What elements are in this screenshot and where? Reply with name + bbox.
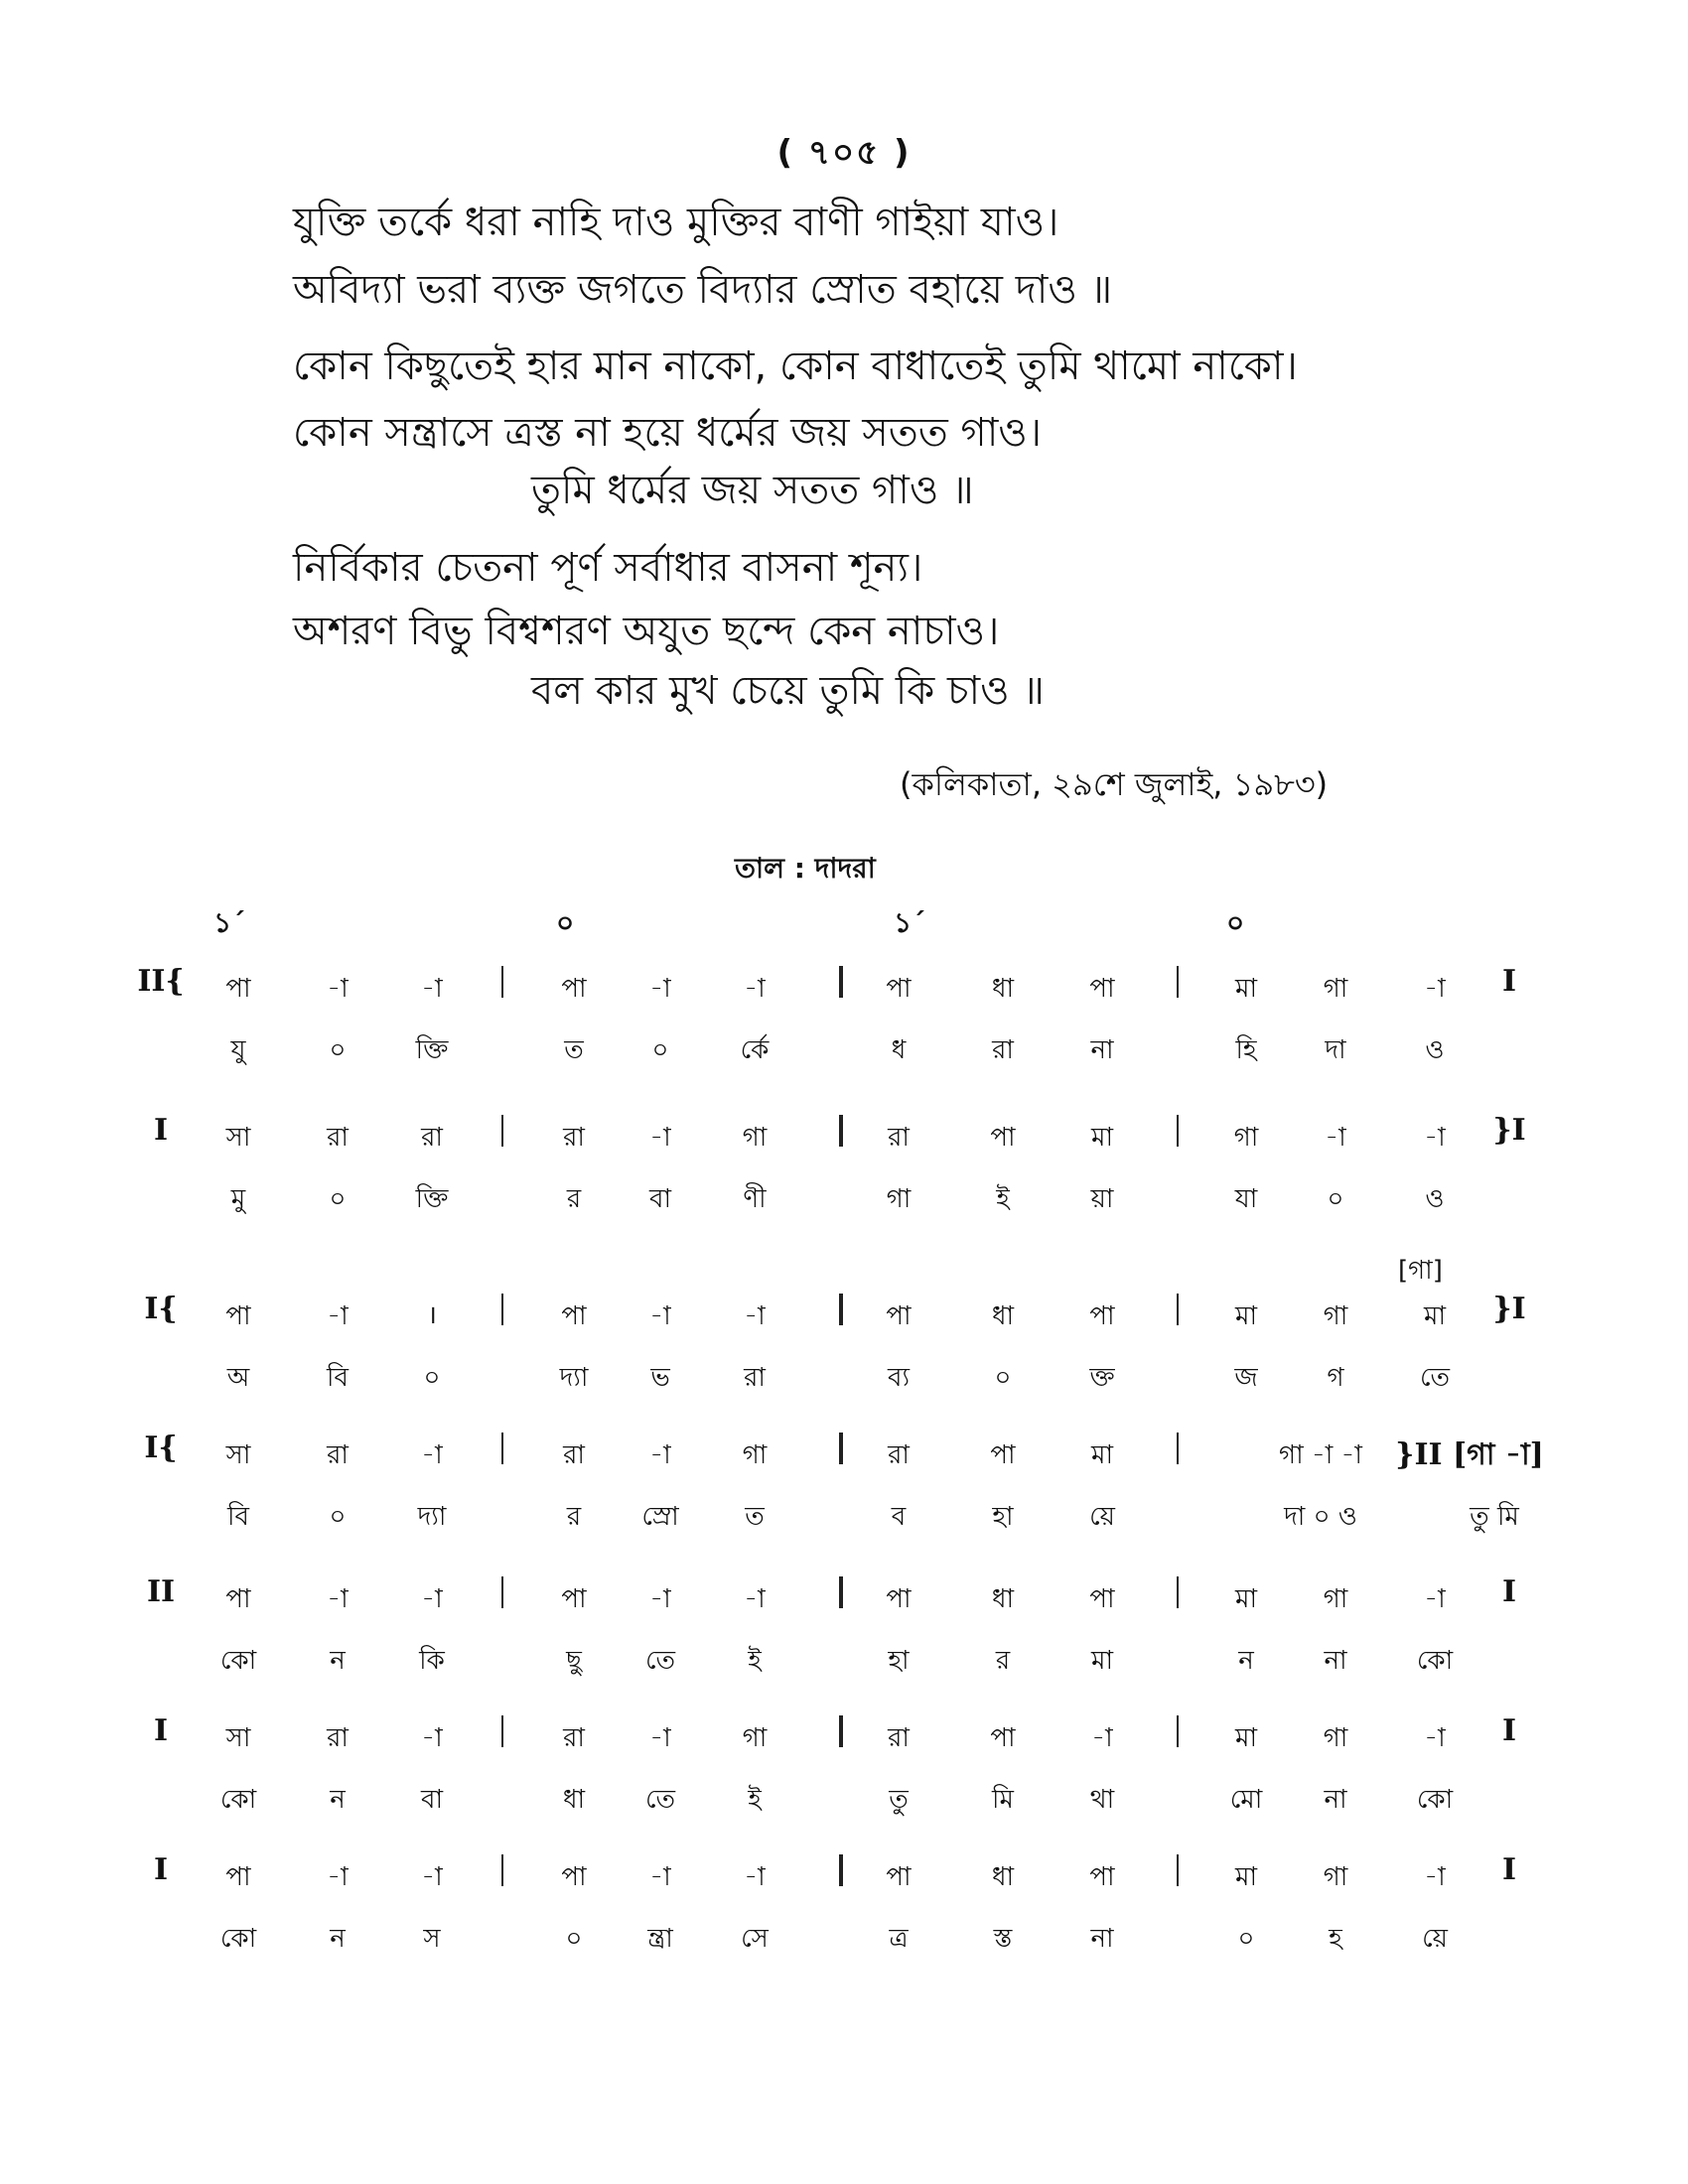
lyric-syllable: ন্ত্রা xyxy=(647,1924,673,1954)
swara-note: মা xyxy=(1091,1123,1113,1153)
beat-mark: ০ xyxy=(556,906,575,939)
lyric-syllable: ছু xyxy=(566,1646,582,1676)
swara-note: -া xyxy=(1424,1584,1446,1614)
alternate-note: [গা] xyxy=(1398,1256,1443,1286)
lyric-syllable: ই xyxy=(748,1646,762,1676)
lyric-syllable: দা ০ ও xyxy=(1284,1502,1357,1532)
major-barline xyxy=(839,1576,843,1608)
row-end-mark: I xyxy=(1501,964,1517,999)
row-end-mark: }II [গা -া] xyxy=(1395,1437,1544,1472)
lyric-syllable: য়া xyxy=(1090,1184,1114,1214)
lyric-syllable: মু xyxy=(230,1184,246,1214)
beat-mark: ১´ xyxy=(894,906,926,939)
swara-note: গা xyxy=(1233,1123,1259,1153)
lyric-line: অবিদ্যা ভরা ব্যক্ত জগতে বিদ্যার স্রোত বহায়ে দাও ॥ xyxy=(293,267,1113,313)
swara-note: পা xyxy=(225,974,251,1004)
lyric-syllable: তে xyxy=(644,1646,676,1676)
lyric-syllable: থা xyxy=(1089,1785,1115,1815)
row-end-mark: }I xyxy=(1492,1113,1526,1148)
barline xyxy=(1177,1433,1179,1464)
lyric-syllable: যু xyxy=(230,1035,246,1065)
swara-note: -া xyxy=(421,974,443,1004)
lyric-syllable: কো xyxy=(1416,1646,1454,1676)
lyric-line: কোন সন্ত্রাসে ত্রস্ত না হয়ে ধর্মের জয় সতত গাও। xyxy=(293,410,1043,456)
lyric-syllable: বি xyxy=(327,1363,349,1393)
barline xyxy=(1177,1576,1179,1608)
swara-note: -া xyxy=(649,974,671,1004)
swara-note: ধা xyxy=(991,974,1015,1004)
beat-mark: ১´ xyxy=(213,906,246,939)
swara-note: । xyxy=(427,1300,437,1330)
swara-note: মা xyxy=(1235,1862,1257,1892)
lyric-syllable: তু মি xyxy=(1470,1502,1519,1532)
swara-note: গা xyxy=(1323,1862,1348,1892)
lyric-syllable: র xyxy=(566,1502,582,1532)
lyric-syllable: মি xyxy=(992,1785,1014,1815)
row-start-mark: I xyxy=(153,1713,169,1748)
row-end-mark: I xyxy=(1501,1713,1517,1748)
swara-note: -া xyxy=(421,1723,443,1753)
swara-note: পা xyxy=(225,1584,251,1614)
lyric-syllable: রা xyxy=(992,1035,1014,1065)
lyric-syllable: য়ে xyxy=(1422,1924,1448,1954)
lyric-syllable: ০ xyxy=(1237,1924,1255,1954)
lyric-syllable: ণী xyxy=(743,1184,767,1214)
swara-note: মা xyxy=(1091,1440,1113,1470)
lyric-syllable: র xyxy=(995,1646,1011,1676)
lyric-syllable: ০ xyxy=(651,1035,669,1065)
swara-note: -া xyxy=(327,1862,349,1892)
swara-note: -া xyxy=(649,1440,671,1470)
lyric-syllable: কো xyxy=(219,1785,257,1815)
lyric-syllable: ও xyxy=(1425,1184,1445,1214)
swara-note: -া xyxy=(744,1301,766,1331)
row-start-mark: I{ xyxy=(144,1292,178,1326)
barline xyxy=(1177,1854,1179,1886)
lyric-syllable: ভ xyxy=(650,1363,670,1393)
swara-note: -া xyxy=(649,1723,671,1753)
lyric-syllable: তে xyxy=(644,1785,676,1815)
lyric-syllable: তে xyxy=(1419,1363,1451,1393)
lyric-syllable: জ xyxy=(1234,1363,1258,1393)
lyric-syllable: কো xyxy=(219,1646,257,1676)
lyric-line: নির্বিকার চেতনা পূর্ণ সর্বাধার বাসনা শূন্য। xyxy=(293,545,923,591)
lyric-syllable: দ্যা xyxy=(559,1363,589,1393)
swara-note: পা xyxy=(886,1862,912,1892)
swara-note: রা xyxy=(888,1723,910,1753)
lyric-syllable: ও xyxy=(1425,1035,1445,1065)
lyric-syllable: ০ xyxy=(329,1035,347,1065)
barline xyxy=(1177,1115,1179,1147)
major-barline xyxy=(839,1433,843,1464)
lyric-syllable: বি xyxy=(227,1502,249,1532)
major-barline xyxy=(839,1715,843,1747)
row-end-mark: I xyxy=(1501,1852,1517,1887)
swara-note: পা xyxy=(561,974,587,1004)
lyric-syllable: ন xyxy=(330,1646,346,1676)
swara-note: গা xyxy=(1323,974,1348,1004)
swara-note: গা xyxy=(1323,1723,1348,1753)
barline xyxy=(1177,1294,1179,1325)
lyric-syllable: বা xyxy=(420,1785,444,1815)
page-number: ( ৭০৫ ) xyxy=(776,133,912,173)
lyric-syllable: না xyxy=(1324,1646,1347,1676)
lyric-line: বল কার মুখ চেয়ে তুমি কি চাও ॥ xyxy=(531,668,1045,714)
lyric-syllable: বা xyxy=(648,1184,672,1214)
lyric-line: যুক্তি তর্কে ধরা নাহি দাও মুক্তির বাণী গাইয়া যাও। xyxy=(293,200,1059,245)
lyric-syllable: না xyxy=(1324,1785,1347,1815)
lyric-syllable: অ xyxy=(226,1363,250,1393)
swara-note: গা xyxy=(742,1440,768,1470)
swara-note: -া xyxy=(1424,1862,1446,1892)
major-barline xyxy=(839,966,843,998)
lyric-syllable: ০ xyxy=(565,1924,583,1954)
lyric-syllable: যা xyxy=(1234,1184,1258,1214)
swara-note: -া xyxy=(327,1584,349,1614)
lyric-syllable: গা xyxy=(886,1184,912,1214)
swara-note: মা xyxy=(1235,1723,1257,1753)
lyric-syllable: হা xyxy=(888,1646,910,1676)
lyric-syllable: ০ xyxy=(1327,1184,1344,1214)
swara-note: রা xyxy=(888,1123,910,1153)
barline xyxy=(501,966,503,998)
lyric-syllable: হা xyxy=(992,1502,1014,1532)
swara-note: -া xyxy=(1091,1723,1113,1753)
lyric-syllable: সে xyxy=(741,1924,769,1954)
swara-note: ধা xyxy=(991,1584,1015,1614)
swara-note: পা xyxy=(561,1584,587,1614)
swara-note: -া xyxy=(649,1123,671,1153)
lyric-syllable: না xyxy=(1090,1924,1114,1954)
swara-note: -া xyxy=(1424,974,1446,1004)
swara-note: -া xyxy=(327,1301,349,1331)
beat-mark: ০ xyxy=(1226,906,1245,939)
swara-note: গা -া -া xyxy=(1279,1440,1362,1470)
barline xyxy=(501,1433,503,1464)
lyric-syllable: হ xyxy=(1329,1924,1342,1954)
lyric-syllable: ত xyxy=(745,1502,765,1532)
lyric-syllable: মা xyxy=(1091,1646,1113,1676)
swara-note: পা xyxy=(886,1584,912,1614)
lyric-syllable: র xyxy=(566,1184,582,1214)
swara-note: রা xyxy=(327,1440,349,1470)
swara-note: রা xyxy=(327,1123,349,1153)
barline xyxy=(501,1115,503,1147)
swara-note: মা xyxy=(1424,1301,1446,1331)
lyric-syllable: ক্তি xyxy=(415,1184,449,1214)
major-barline xyxy=(839,1854,843,1886)
swara-note: গা xyxy=(742,1723,768,1753)
row-start-mark: I{ xyxy=(144,1431,178,1465)
swara-note: পা xyxy=(990,1440,1016,1470)
lyric-syllable: মো xyxy=(1229,1785,1263,1815)
barline xyxy=(501,1715,503,1747)
lyric-syllable: ধ xyxy=(891,1035,907,1065)
swara-note: -া xyxy=(744,974,766,1004)
tal-heading: তাল : দাদরা xyxy=(735,852,876,885)
lyric-syllable: ত্র xyxy=(889,1924,909,1954)
swara-note: পা xyxy=(886,1301,912,1331)
swara-note: মা xyxy=(1235,1301,1257,1331)
swara-note: রা xyxy=(888,1440,910,1470)
lyric-syllable: ন xyxy=(330,1924,346,1954)
major-barline xyxy=(839,1294,843,1325)
lyric-syllable: স xyxy=(423,1924,441,1954)
swara-note: -া xyxy=(744,1862,766,1892)
lyric-syllable: য়ে xyxy=(1089,1502,1115,1532)
swara-note: মা xyxy=(1235,974,1257,1004)
lyric-syllable: কো xyxy=(219,1924,257,1954)
lyric-syllable: ব্য xyxy=(887,1363,911,1393)
lyric-syllable: গ xyxy=(1327,1363,1344,1393)
swara-note: -া xyxy=(649,1862,671,1892)
swara-note: মা xyxy=(1235,1584,1257,1614)
swara-note: পা xyxy=(1089,1862,1115,1892)
swara-note: -া xyxy=(649,1584,671,1614)
swara-note: রা xyxy=(327,1723,349,1753)
barline xyxy=(1177,966,1179,998)
lyric-line: অশরণ বিভু বিশ্বশরণ অযুত ছন্দে কেন নাচাও। xyxy=(293,609,1000,654)
lyric-syllable: ই xyxy=(996,1184,1010,1214)
swara-note: -া xyxy=(1424,1723,1446,1753)
swara-note: -া xyxy=(421,1862,443,1892)
swara-note: গা xyxy=(742,1123,768,1153)
lyric-syllable: তু xyxy=(889,1785,909,1815)
swara-note: পা xyxy=(225,1862,251,1892)
swara-note: পা xyxy=(1089,974,1115,1004)
lyric-syllable: হি xyxy=(1235,1035,1257,1065)
lyric-syllable: র্কে xyxy=(740,1035,770,1065)
swara-note: সা xyxy=(225,1723,251,1753)
swara-note: ধা xyxy=(991,1862,1015,1892)
swara-note: -া xyxy=(1325,1123,1346,1153)
row-start-mark: II xyxy=(146,1574,176,1609)
lyric-syllable: ন xyxy=(1238,1646,1254,1676)
swara-note: গা xyxy=(1323,1301,1348,1331)
lyric-syllable: কি xyxy=(419,1646,445,1676)
swara-note: পা xyxy=(225,1301,251,1331)
barline xyxy=(501,1294,503,1325)
lyric-syllable: ০ xyxy=(329,1184,347,1214)
major-barline xyxy=(839,1115,843,1147)
lyric-syllable: দা xyxy=(1325,1035,1346,1065)
lyric-syllable: ই xyxy=(748,1785,762,1815)
swara-note: -া xyxy=(421,1440,443,1470)
lyric-syllable: ব xyxy=(891,1502,907,1532)
lyric-syllable: দ্যা xyxy=(417,1502,447,1532)
lyric-line: তুমি ধর্মের জয় সতত গাও ॥ xyxy=(531,468,974,513)
lyric-syllable: স্রো xyxy=(641,1502,679,1532)
swara-note: পা xyxy=(561,1301,587,1331)
swara-note: রা xyxy=(563,1440,585,1470)
row-start-mark: I xyxy=(153,1852,169,1887)
swara-note: রা xyxy=(421,1123,443,1153)
swara-note: -া xyxy=(327,974,349,1004)
barline xyxy=(501,1576,503,1608)
barline xyxy=(1177,1715,1179,1747)
lyric-syllable: ক্তি xyxy=(415,1035,449,1065)
swara-note: পা xyxy=(1089,1584,1115,1614)
lyric-syllable: স্ত xyxy=(993,1924,1013,1954)
swara-note: পা xyxy=(1089,1301,1115,1331)
barline xyxy=(501,1854,503,1886)
lyric-syllable: ০ xyxy=(329,1502,347,1532)
lyric-syllable: ০ xyxy=(423,1363,441,1393)
lyric-syllable: রা xyxy=(744,1363,766,1393)
swara-note: -া xyxy=(421,1584,443,1614)
swara-note: রা xyxy=(563,1723,585,1753)
swara-note: ধা xyxy=(991,1301,1015,1331)
lyric-syllable: কো xyxy=(1416,1785,1454,1815)
swara-note: রা xyxy=(563,1123,585,1153)
swara-note: পা xyxy=(990,1723,1016,1753)
lyric-syllable: ক্ত xyxy=(1089,1363,1115,1393)
lyric-syllable: না xyxy=(1090,1035,1114,1065)
swara-note: সা xyxy=(225,1123,251,1153)
lyric-syllable: ন xyxy=(330,1785,346,1815)
lyric-syllable: ত xyxy=(564,1035,584,1065)
row-start-mark: II{ xyxy=(137,964,185,999)
swara-note: -া xyxy=(1424,1123,1446,1153)
row-end-mark: I xyxy=(1501,1574,1517,1609)
row-end-mark: }I xyxy=(1492,1292,1526,1326)
lyric-line: কোন কিছুতেই হার মান নাকো, কোন বাধাতেই তুমি থামো নাকো। xyxy=(293,343,1298,389)
lyric-syllable: ০ xyxy=(994,1363,1012,1393)
swara-note: পা xyxy=(990,1123,1016,1153)
lyric-syllable: ধা xyxy=(562,1785,586,1815)
swara-note: গা xyxy=(1323,1584,1348,1614)
swara-note: পা xyxy=(561,1862,587,1892)
swara-note: -া xyxy=(649,1301,671,1331)
swara-note: সা xyxy=(225,1440,251,1470)
place-date: (কলিকাতা, ২৯শে জুলাই, ১৯৮৩) xyxy=(900,765,1329,803)
swara-note: পা xyxy=(886,974,912,1004)
swara-note: -া xyxy=(744,1584,766,1614)
row-start-mark: I xyxy=(153,1113,169,1148)
